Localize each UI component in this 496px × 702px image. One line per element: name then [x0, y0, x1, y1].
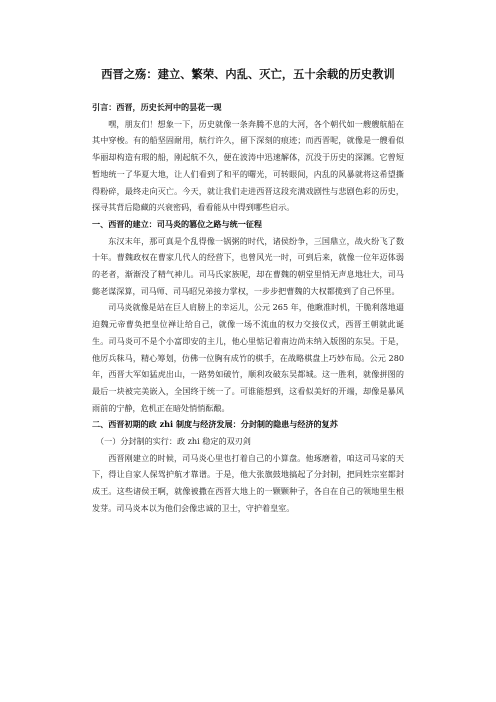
document-body — [92, 99, 404, 517]
section1-paragraph-1: 东汉末年，那可真是个乱得像一锅粥的时代，诸侯纷争，三国鼎立，战火纷飞了数十年。曹魏政权在曹家几代人的经营下，也曾风光一时，可到后来，就像一位年迈体弱的老者，渐渐没了精气神儿。司马氏家族呢，却在曹魏的朝堂里悄无声息地壮大，司马懿老谋深算，司马师、司马昭兄弟接力掌权，一步步把曹魏的大权都揽到了自己怀里。 — [92, 235, 404, 296]
section1-paragraph-2: 司马炎就像是站在巨人肩膀上的幸运儿，公元 265 年，他瞅准时机，干脆利落地逼迫魏元帝曹奂把皇位禅让给自己，就像一场不流血的权力交接仪式，西晋王朝就此诞生。司马炎可不是个小富即安的主儿，他心里惦记着南边尚未纳入版图的东吴。于是，他厉兵秣马，精心筹划，仿佛一位胸有成竹的棋手，在战略棋盘上巧妙布局。公元 280 年，西晋大军如猛虎出山，一路势如破竹，顺利攻破东吴都城。这一胜利，就像拼图的最后一块被完美嵌入，全国终于统一了。可谁能想到，这看似美好的开端，却像是暴风雨前的宁静，危机正在暗处悄悄酝酿。 — [92, 302, 404, 413]
section2-subheading: （一）分封制的实行：政 zhi 稳定的双刃剑 — [96, 436, 251, 447]
document-title: 西晋之殇：建立、繁荣、内乱、灭亡，五十余载的历史教训 — [101, 67, 395, 81]
intro-paragraph: 嘿，朋友们！想象一下，历史就像一条奔腾不息的大河，各个朝代如一艘艘航船在其中穿梭。有的船坚固耐用，航行许久，留下深刻的痕迹；而西晋呢，就像是一艘看似华丽却构造有瑕的船，刚起航不久，便在波涛中迅速解体，沉没于历史的深渊。它曾短暂地统一了华夏大地，让人们看到了和平的曙光，可转眼间，内乱的风暴就将这希望撕得粉碎，最终走向灭亡。今天，就让我们走进西晋这段充满戏剧性与悲剧色彩的历史，探寻其背后隐藏的兴衰密码，看看能从中得到哪些启示。 — [92, 118, 404, 213]
section2-paragraph-1: 西晋刚建立的时候，司马炎心里也打着自己的小算盘。他琢磨着，咱这司马家的天下，得让自家人保驾护航才靠谱。于是，他大张旗鼓地搞起了分封制，把同姓宗室都封成王。这些诸侯王啊，就像被撒在西晋大地上的一颗颗种子，各自在自己的领地里生根发芽。司马炎本以为他们会像忠诚的卫士，守护着皇室。 — [92, 452, 404, 513]
section1-heading: 一、西晋的建立：司马炎的篡位之路与统一征程 — [92, 218, 262, 229]
section2-heading: 二、西晋初期的政 zhi 制度与经济发展：分封制的隐患与经济的复苏 — [92, 419, 338, 430]
intro-heading: 引言：西晋，历史长河中的昙花一现 — [92, 102, 222, 112]
